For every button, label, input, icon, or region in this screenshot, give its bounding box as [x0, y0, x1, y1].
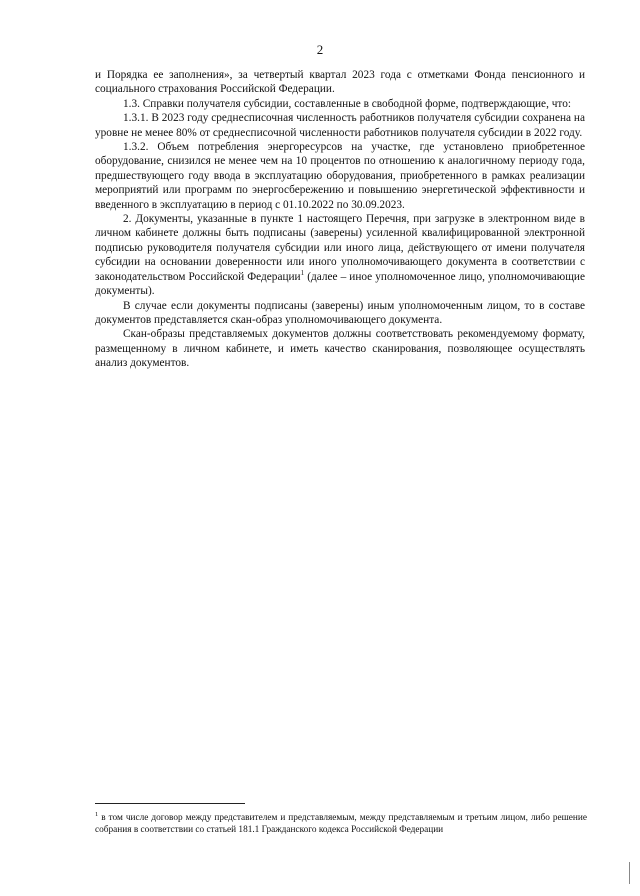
- paragraph-authorized-person: В случае если документы подписаны (заверены) иным уполномоченным лицом, то в составе документов представляется скан-образ уполномочивающего документа.: [95, 299, 585, 326]
- paragraph-2: [95, 212, 585, 298]
- paragraph-2-tail: (далее – иное уполномоченное лицо, уполномочивающие документы).: [95, 270, 585, 298]
- paragraph-1: и Порядка ее заполнения», за четвертый квартал 2023 года с отметками Фонда пенсионного и социального страхования Российской Федерации.: [95, 69, 585, 96]
- footnote-reference: 1: [300, 268, 305, 277]
- footnote: [95, 809, 587, 836]
- document-body: [95, 68, 585, 371]
- footnote-separator: [95, 803, 245, 804]
- paragraph-1-3: 1.3. Справки получателя субсидии, составленные в свободной форме, подтверждающие, что:: [123, 97, 571, 110]
- scan-edge-mark: [629, 862, 630, 884]
- paragraph-1-3-1: 1.3.1. В 2023 году среднесписочная численность работников получателя субсидии сохранена на уровне не менее 80% от среднесписочной численности работников получателя субсидии в 2022 году.: [95, 112, 585, 139]
- paragraph-1-3-2: 1.3.2. Объем потребления энергоресурсов на участке, где установлено приобретенное оборудование, снизился не менее чем на 10 процентов по отношению к аналогичному периоду года, предшествующего году ввода в эксплуатацию оборудования, приобретенного в рамках реализации мероприятий или программ по энергосбережению и повышению энергетической эффективности и введенного в эксплуатацию в период с 01.10.2022 по 30.09.2023.: [95, 141, 585, 211]
- footnote-text: в том числе договор между представителем и представляемым, между представляемым и третьим лицом, либо решение собрания в соответствии со статьей 181.1 Гражданского кодекса Российской Федерации: [95, 813, 587, 836]
- page-number: 2: [316, 42, 324, 57]
- paragraph-scan-images: Скан-образы представляемых документов должны соответствовать рекомендуемому формату, размещенному в личном кабинете, и иметь качество сканирования, позволяющее осуществлять анализ документов.: [95, 328, 585, 370]
- paragraph-2-text: 2. Документы, указанные в пункте 1 настоящего Перечня, при загрузке в электронном виде в личном кабинете должны быть подписаны (заверены) усиленной квалифицированной электронной подписью руководителя получателя субсидии или иного лица, действующего от имени получателя субсидии на основании доверенности или иного уполномочивающего документа в соответствии с законодательством Российской Федерации: [95, 213, 585, 283]
- footnote-marker: 1: [95, 811, 99, 818]
